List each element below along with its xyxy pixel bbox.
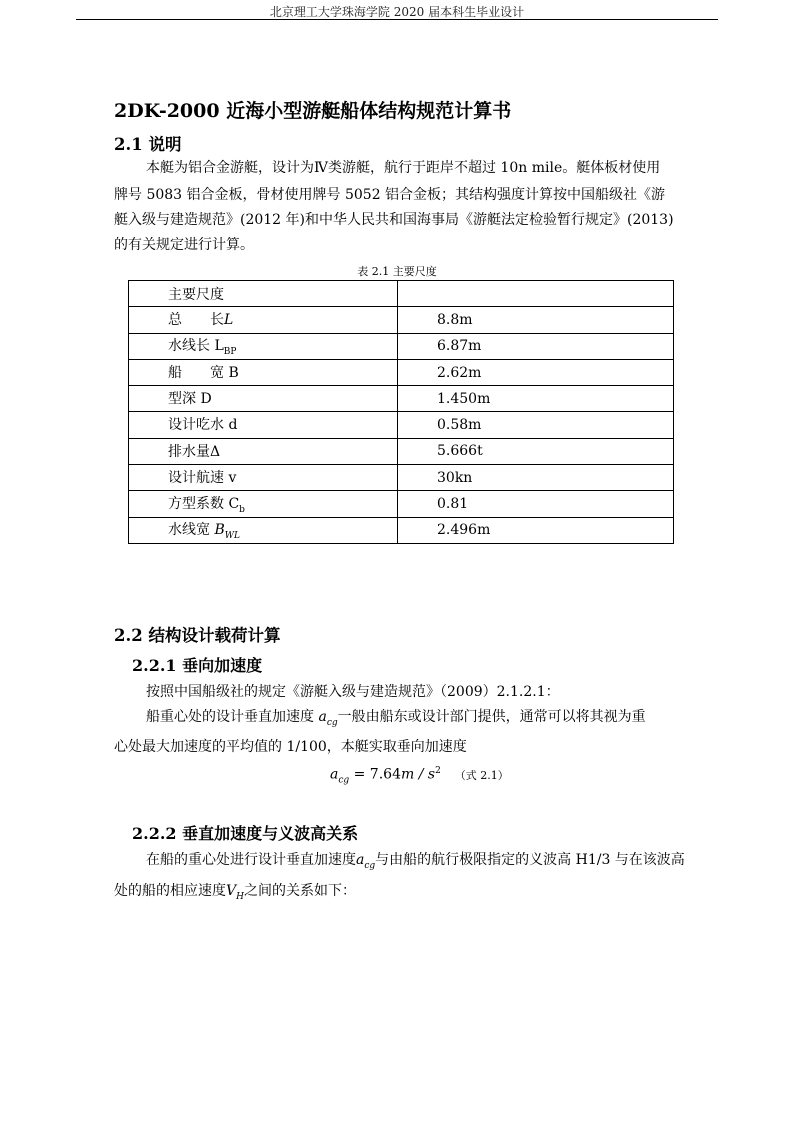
- section-2-2-1-line-1: 按照中国船级社的规定《游艇入级与建造规范》（2009）2.1.2.1：: [146, 684, 560, 700]
- table-row: [129, 438, 674, 464]
- table-row: [129, 386, 674, 412]
- formula-lhs: a: [330, 766, 339, 783]
- label-text: 方型系数 C: [168, 496, 240, 513]
- acg-symbol-2: a: [356, 852, 365, 868]
- section-2-2-2-heading: 2.2.2 垂直加速度与义波高关系: [132, 824, 359, 843]
- label-text: 型深 D: [168, 390, 212, 407]
- label-text: 船 宽 B: [168, 364, 239, 381]
- label-subscript: WL: [224, 531, 240, 542]
- label-text: 设计航速 v: [168, 469, 237, 486]
- table-cell-label: [129, 438, 398, 464]
- acg-subscript-2: cg: [364, 860, 376, 871]
- section-2-1-line-3: 艇入级与建造规范》(2012 年)和中华人民共和国海事局《游艇法定检验暂行规定》(2013): [114, 212, 674, 228]
- table-cell-label: [129, 465, 398, 491]
- table-cell-label: [129, 359, 398, 385]
- label-text: 水线长 L: [168, 338, 224, 355]
- label-text: 设计吃水 d: [168, 417, 238, 434]
- table-row: [129, 359, 674, 385]
- table-cell-value: 5.666t: [398, 438, 674, 464]
- line-2-text-a: 处的船的相应速度: [114, 883, 226, 899]
- section-2-1-line-2: 牌号 5083 铝合金板，骨材使用牌号 5052 铝合金板；其结构强度计算按中国船级社《游: [114, 187, 666, 203]
- formula-rhs: = 7.64: [349, 766, 401, 783]
- table-cell-value: 2.62m: [398, 359, 674, 385]
- table-cell-value: 2.496m: [398, 517, 674, 543]
- table-cell-label: [129, 307, 398, 333]
- table-cell-value: 0.81: [398, 491, 674, 517]
- table-cell-label: [129, 491, 398, 517]
- table-header-cell: 主要尺度: [129, 281, 398, 307]
- vh-subscript: H: [236, 891, 244, 902]
- section-2-2-1-line-3: 心处最大加速度的平均值的 1/100，本艇实取垂向加速度: [114, 739, 467, 755]
- table-row: [129, 491, 674, 517]
- table-cell-label: [129, 412, 398, 438]
- section-2-1-heading: 2.1 说明: [114, 135, 182, 154]
- line-1-text-b: 与由船的航行极限指定的义波高 H1/3 与在该波高: [375, 852, 685, 868]
- label-subscript: b: [239, 504, 245, 515]
- table-cell-label: [129, 386, 398, 412]
- formula-tag: （式 2.1）: [454, 768, 509, 782]
- vh-symbol: V: [226, 883, 237, 899]
- header-rule: [76, 19, 718, 20]
- line-1-text-a: 在船的重心处进行设计垂直加速度: [146, 852, 356, 868]
- section-2-1-line-4: 的有关规定进行计算。: [114, 237, 254, 253]
- table-row: [129, 465, 674, 491]
- table-row: [129, 412, 674, 438]
- table-cell-value: 0.58m: [398, 412, 674, 438]
- label-symbol: L: [224, 312, 234, 329]
- section-2-1-line-1: 本艇为铝合金游艇，设计为Ⅳ类游艇，航行于距岸不超过 10n mile。艇体板材使用: [146, 160, 661, 176]
- table-row: [129, 307, 674, 333]
- label-text: 水线宽: [168, 522, 215, 539]
- table-cell-value: 1.450m: [398, 386, 674, 412]
- line-2-text-b: 一般由船东或设计部门提供，通常可以将其视为重: [337, 709, 646, 725]
- dimensions-table: [128, 280, 674, 544]
- table-cell-label: [129, 517, 398, 543]
- label-subscript: BP: [223, 347, 237, 358]
- line-2-text-a: 船重心处的设计垂直加速度: [146, 709, 319, 725]
- section-2-2-1-line-2: [146, 708, 646, 732]
- label-text: 总 长: [168, 312, 224, 329]
- section-2-2-2-line-2: [114, 882, 356, 906]
- acg-subscript: cg: [326, 717, 338, 728]
- table-caption: 表 2.1 主要尺度: [357, 265, 437, 278]
- document-title: 2DK-2000 近海小型游艇船体结构规范计算书: [114, 100, 512, 122]
- section-2-2-1-heading: 2.2.1 垂向加速度: [132, 656, 263, 675]
- line-2-text-b: 之间的关系如下：: [243, 883, 356, 899]
- table-row: [129, 333, 674, 359]
- acg-symbol: a: [318, 709, 327, 725]
- label-symbol: B: [214, 522, 225, 539]
- table-cell-label: [129, 333, 398, 359]
- table-cell-value: 30kn: [398, 465, 674, 491]
- formula-lhs-sub: cg: [338, 775, 350, 786]
- section-2-2-2-line-1: [146, 851, 685, 875]
- formula-unit: m / s: [400, 766, 436, 783]
- table-cell-value: 8.8m: [398, 307, 674, 333]
- table-header-empty-cell: [398, 281, 674, 307]
- label-text: 排水量Δ: [168, 443, 221, 460]
- formula-exponent: 2: [435, 766, 441, 776]
- section-2-2-heading: 2.2 结构设计载荷计算: [114, 626, 281, 645]
- table-row: [129, 517, 674, 543]
- formula-2-1: [330, 766, 509, 785]
- table-header-row: [129, 281, 674, 307]
- table-cell-value: 6.87m: [398, 333, 674, 359]
- page-header: 北京理工大学珠海学院 2020 届本科生毕业设计: [269, 5, 525, 19]
